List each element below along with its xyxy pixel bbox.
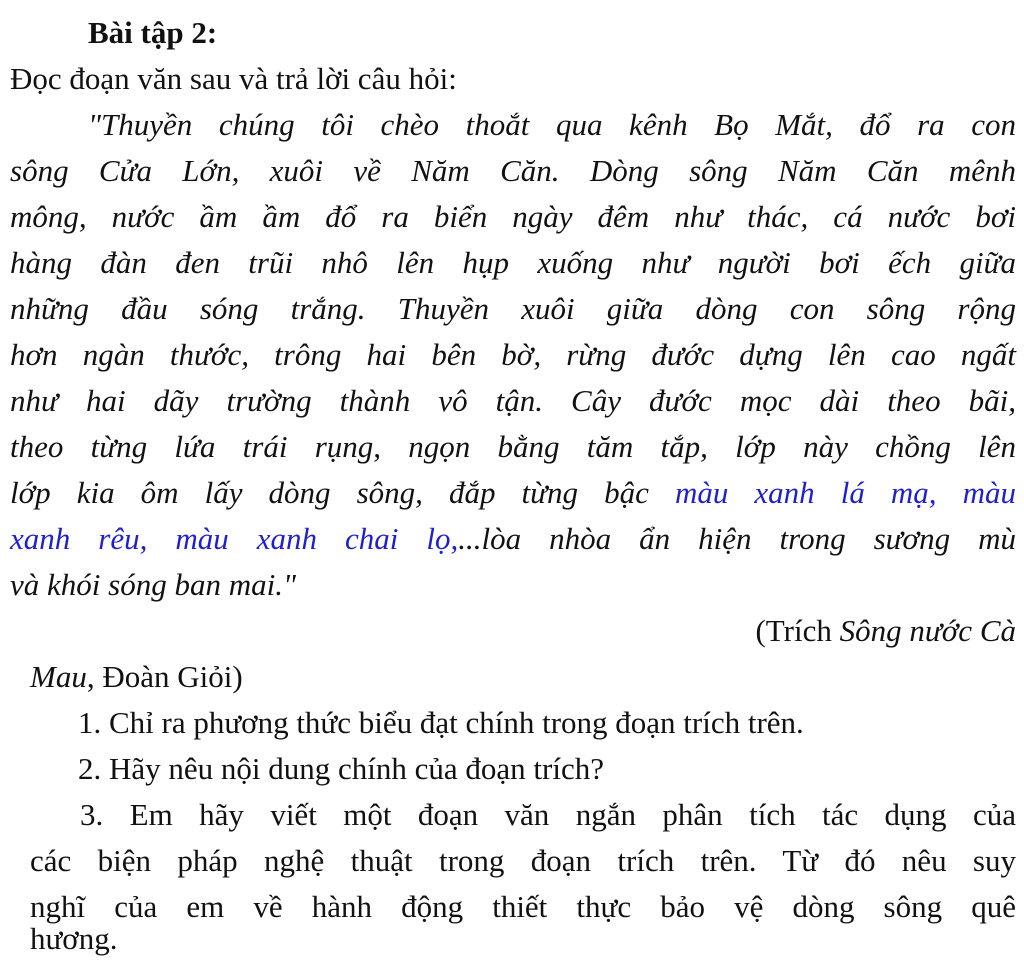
citation-line-1 <box>560 608 1016 654</box>
question-3-line-3: nghĩ của em về hành động thiết thực bảo vệ dòng sông quê <box>30 889 1016 924</box>
passage-line-2: sông Cửa Lớn, xuôi về Năm Căn. Dòng sông Năm Căn mênh <box>10 153 1016 188</box>
citation-line-2 <box>30 654 530 700</box>
passage-line-6: hơn ngàn thước, trông hai bên bờ, rừng đước dựng lên cao ngất <box>10 337 1016 372</box>
passage-line-9 <box>10 470 1016 516</box>
citation-author: , Đoàn Giỏi) <box>86 659 243 694</box>
passage-line-5: những đầu sóng trắng. Thuyền xuôi giữa dòng con sông rộng <box>10 291 1016 326</box>
passage-text: ...lòa nhòa ẩn hiện trong sương mù <box>458 521 1016 556</box>
passage-line-10 <box>10 516 1016 562</box>
passage-text: lớp kia ôm lấy dòng sông, đắp từng bậc <box>10 475 675 510</box>
passage-line-11: và khói sóng ban mai." <box>10 567 296 602</box>
passage-line-7: như hai dãy trường thành vô tận. Cây đước mọc dài theo bãi, <box>10 383 1016 418</box>
exercise-title: Bài tập 2: <box>88 15 218 50</box>
citation-open: (Trích <box>755 613 840 648</box>
question-3-line-2: các biện pháp nghệ thuật trong đoạn trích trên. Từ đó nêu suy <box>30 843 1016 878</box>
citation-work-title: Mau <box>30 659 87 694</box>
passage-line-4: hàng đàn đen trũi nhô lên hụp xuống như người bơi ếch giữa <box>10 245 1016 280</box>
passage-line-1: "Thuyền chúng tôi chèo thoắt qua kênh Bọ Mắt, đổ ra con <box>88 107 1016 142</box>
color-highlight-text: màu xanh lá mạ, màu <box>674 475 1016 510</box>
instruction: Đọc đoạn văn sau và trả lời câu hỏi: <box>10 61 457 96</box>
passage-line-3: mông, nước ầm ầm đổ ra biển ngày đêm như thác, cá nước bơi <box>10 199 1016 234</box>
question-2: 2. Hãy nêu nội dung chính của đoạn trích? <box>78 751 604 786</box>
passage-line-8: theo từng lứa trái rụng, ngọn bằng tăm tắp, lớp này chồng lên <box>10 429 1016 464</box>
question-3-line-4: hương. <box>30 921 118 956</box>
question-1: 1. Chỉ ra phương thức biểu đạt chính trong đoạn trích trên. <box>78 705 804 740</box>
question-3-line-1: 3. Em hãy viết một đoạn văn ngắn phân tích tác dụng của <box>80 797 1016 832</box>
color-highlight-text: xanh rêu, màu xanh chai lọ, <box>10 521 459 556</box>
citation-work-title: Sông nước Cà <box>839 613 1016 648</box>
